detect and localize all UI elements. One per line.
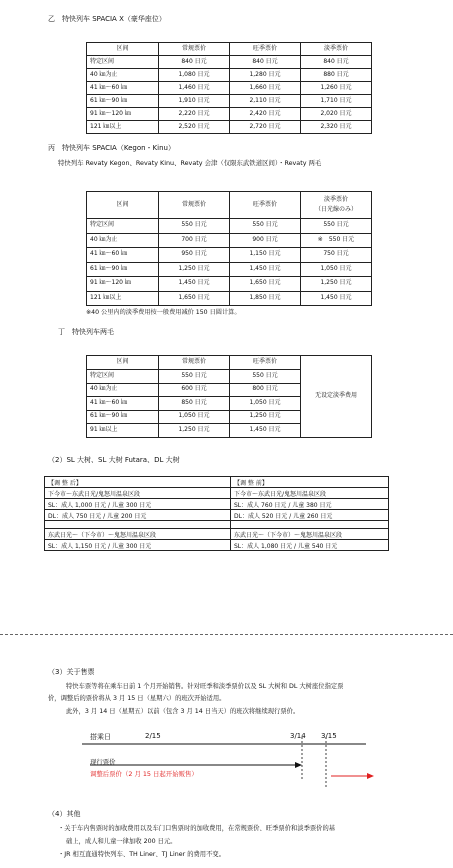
section-sale-title: （3）关于售票 bbox=[48, 668, 95, 676]
timeline-date-3: 3/15 bbox=[321, 732, 337, 740]
table-cell: 1,460 日元 bbox=[159, 82, 230, 95]
sale-para-line-3: 此外，3 月 14 日（星期五）以前（包含 3 月 14 日当天）的班次将继续现行票价。 bbox=[66, 708, 300, 715]
section-c-subtitle: 特快列车 Revaty Kegon、Revaty Kinu、Revaty 会津（仅限东武铁道区间）・Revaty 两毛 bbox=[58, 159, 322, 167]
table-cell: 1,710 日元 bbox=[301, 95, 372, 108]
section-d-title: 丁 特快列车两毛 bbox=[58, 328, 114, 336]
table-cell: 1,650 日元 bbox=[159, 291, 230, 306]
table-cell: 2,110 日元 bbox=[230, 95, 301, 108]
table-cell: 1,080 日元 bbox=[159, 69, 230, 82]
after-route-2: 东武日光～（下今市）～鬼怒川温泉区段 bbox=[45, 529, 231, 540]
before-route-1: 下今市～东武日光/鬼怒川温泉区段 bbox=[231, 488, 389, 499]
timeline-date-1: 2/15 bbox=[145, 732, 161, 740]
before-header: 【调 整 前】 bbox=[231, 477, 389, 488]
table-cell: 2,220 日元 bbox=[159, 108, 230, 121]
column-header: 淡季票价 bbox=[301, 43, 372, 56]
table-cell: ※ 550 日元 bbox=[301, 233, 372, 248]
column-header-line: 淡季票价 bbox=[323, 195, 348, 203]
table-cell: 1,650 日元 bbox=[230, 277, 301, 292]
section-c-title: 丙 特快列车 SPACIA（Kegon・Kinu） bbox=[48, 144, 175, 152]
table-cell: 1,250 日元 bbox=[159, 262, 230, 277]
table-cell: 2,520 日元 bbox=[159, 121, 230, 134]
table-cell: 2,020 日元 bbox=[301, 108, 372, 121]
table-cell: 2,320 日元 bbox=[301, 121, 372, 134]
table-cell: 1,260 日元 bbox=[301, 82, 372, 95]
table-cell: 1,250 日元 bbox=[159, 424, 230, 438]
after-dl-1: DL：成人 750 日元 / 儿童 200 日元 bbox=[45, 510, 231, 521]
column-header: 常规票价 bbox=[159, 356, 230, 370]
table-cell: 41 ㎞～60 ㎞ bbox=[87, 397, 159, 411]
table-cell: 41 ㎞～60 ㎞ bbox=[87, 82, 159, 95]
table-cell: 880 日元 bbox=[301, 69, 372, 82]
table-cell: 91 ㎞～120 ㎞ bbox=[87, 277, 159, 292]
section-other-title: （4）其他 bbox=[48, 810, 81, 818]
table-cell: 550 日元 bbox=[159, 370, 230, 384]
table-cell: 121 ㎞以上 bbox=[87, 121, 159, 134]
table-cell: 700 日元 bbox=[159, 233, 230, 248]
table-cell: 950 日元 bbox=[159, 248, 230, 263]
table-cell: 750 日元 bbox=[301, 248, 372, 263]
table-cell: 1,050 日元 bbox=[301, 262, 372, 277]
current-fare-label: 现行票价 bbox=[90, 758, 116, 766]
table-cell: 550 日元 bbox=[230, 370, 301, 384]
other-bullet-1-line-2: 础上，成人和儿童一律加收 200 日元。 bbox=[66, 838, 177, 845]
table-cell: 1,050 日元 bbox=[230, 397, 301, 411]
table-cell: 91 ㎞～120 ㎞ bbox=[87, 108, 159, 121]
table-cell: 40 ㎞为止 bbox=[87, 69, 159, 82]
table-cell: 61 ㎞～90 ㎞ bbox=[87, 262, 159, 277]
table-cell: 550 日元 bbox=[301, 219, 372, 234]
table-cell: 1,450 日元 bbox=[230, 262, 301, 277]
table-cell: 550 日元 bbox=[159, 219, 230, 234]
other-bullet-2: ・JR 相互直通特快列车、TH Liner、TJ Liner 的费用不变。 bbox=[58, 851, 225, 858]
section-sl-title: （2）SL 大树、SL 大树 Futara、DL 大树 bbox=[48, 456, 180, 464]
after-sl-2: SL：成人 1,150 日元 / 儿童 300 日元 bbox=[45, 540, 231, 551]
column-header: 区间 bbox=[87, 192, 159, 219]
section-c-note: ※40 公里内的淡季费用按一般费用减价 150 日圆计算。 bbox=[86, 309, 241, 316]
table-cell: 40 ㎞为止 bbox=[87, 383, 159, 397]
table-cell: 1,450 日元 bbox=[230, 424, 301, 438]
table-cell: 41 ㎞～60 ㎞ bbox=[87, 248, 159, 263]
column-header: 常规票价 bbox=[159, 192, 230, 219]
table-cell: 1,280 日元 bbox=[230, 69, 301, 82]
current-fare-arrow-head bbox=[295, 762, 302, 768]
table-cell: 1,660 日元 bbox=[230, 82, 301, 95]
column-header-subline: （日光線のみ） bbox=[314, 205, 357, 213]
column-header: 区间 bbox=[87, 43, 159, 56]
adjusted-fare-arrow-head bbox=[367, 773, 374, 779]
before-sl-2: SL：成人 1,080 日元 / 儿童 540 日元 bbox=[231, 540, 389, 551]
table-cell: 2,420 日元 bbox=[230, 108, 301, 121]
table-cell: 1,450 日元 bbox=[159, 277, 230, 292]
table-cell: 特定区间 bbox=[87, 219, 159, 234]
timeline-day-label: 搭乘日 bbox=[90, 733, 111, 741]
no-off-season-note: 无设定淡季费用 bbox=[301, 356, 372, 438]
timeline-date-2: 3/14 bbox=[290, 732, 306, 740]
table-cell: 850 日元 bbox=[159, 397, 230, 411]
table-cell: 40 ㎞为止 bbox=[87, 233, 159, 248]
column-header: 区间 bbox=[87, 356, 159, 370]
table-cell: 900 日元 bbox=[230, 233, 301, 248]
table-cell: 61 ㎞～90 ㎞ bbox=[87, 410, 159, 424]
table-cell: 1,850 日元 bbox=[230, 291, 301, 306]
column-header: 旺季票价 bbox=[230, 43, 301, 56]
sale-para-line-2: 价，调整后的票价将从 3 月 15 日（星期六）的班次开始适用。 bbox=[48, 695, 226, 702]
column-header: 旺季票价 bbox=[230, 356, 301, 370]
column-header: 常规票价 bbox=[159, 43, 230, 56]
table-cell: 121 ㎞以上 bbox=[87, 291, 159, 306]
column-header: 旺季票价 bbox=[230, 192, 301, 219]
adjusted-fare-label: 调整后票价（2 月 15 日起开始贩售） bbox=[90, 770, 198, 778]
before-route-2: 东武日光～（下今市）～鬼怒川温泉区段 bbox=[231, 529, 389, 540]
after-route-1: 下今市～东武日光/鬼怒川温泉区段 bbox=[45, 488, 231, 499]
table-cell: 840 日元 bbox=[159, 56, 230, 69]
before-dl-1: DL：成人 520 日元 / 儿童 260 日元 bbox=[231, 510, 389, 521]
table-cell: 1,250 日元 bbox=[230, 410, 301, 424]
table-cell: 特定区间 bbox=[87, 370, 159, 384]
table-cell: 550 日元 bbox=[230, 219, 301, 234]
table-cell: 91 ㎞以上 bbox=[87, 424, 159, 438]
before-sl-1: SL：成人 760 日元 / 儿童 380 日元 bbox=[231, 499, 389, 510]
after-sl-1: SL：成人 1,000 日元 / 儿童 300 日元 bbox=[45, 499, 231, 510]
table-cell: 600 日元 bbox=[159, 383, 230, 397]
section-b-title: 乙 特快列车 SPACIA X（豪华座位） bbox=[48, 15, 166, 23]
table-cell: 61 ㎞～90 ㎞ bbox=[87, 95, 159, 108]
table-cell: 1,910 日元 bbox=[159, 95, 230, 108]
table-cell: 840 日元 bbox=[301, 56, 372, 69]
table-cell: 840 日元 bbox=[230, 56, 301, 69]
table-cell: 特定区间 bbox=[87, 56, 159, 69]
sale-para-line-1: 特快车票等将在乘车日前 1 个月开始销售。针对旺季和淡季票价以及 SL 大树和 DL 大树座位指定票 bbox=[66, 683, 344, 690]
table-cell: 800 日元 bbox=[230, 383, 301, 397]
table-cell: 2,720 日元 bbox=[230, 121, 301, 134]
table-cell: 1,250 日元 bbox=[301, 277, 372, 292]
table-cell: 1,150 日元 bbox=[230, 248, 301, 263]
table-cell: 1,450 日元 bbox=[301, 291, 372, 306]
other-bullet-1-line-1: ・关于车内售票时的加收费用以及车门口售票时的加收费用，在常规票价、旺季票价和淡季票价的基 bbox=[58, 825, 336, 832]
after-header: 【调 整 后】 bbox=[45, 477, 231, 488]
table-cell: 1,050 日元 bbox=[159, 410, 230, 424]
